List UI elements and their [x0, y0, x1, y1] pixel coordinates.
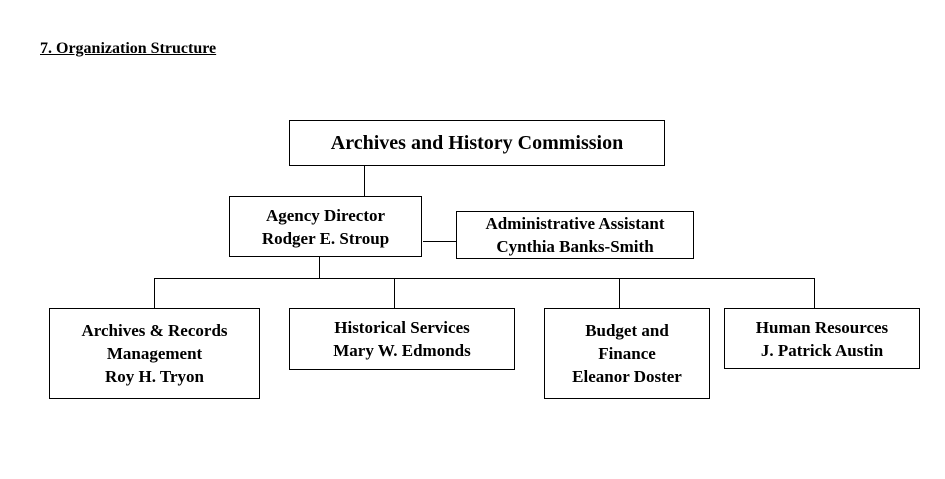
commission-box	[289, 120, 665, 166]
director-box	[229, 196, 422, 257]
division-head: Mary W. Edmonds	[333, 341, 471, 360]
division-box-budget	[544, 308, 710, 399]
division-box-hr	[724, 308, 920, 369]
division-head: J. Patrick Austin	[760, 340, 884, 360]
division-head: Eleanor Doster	[572, 367, 682, 386]
assistant-name: Cynthia Banks-Smith	[496, 237, 654, 256]
division-line: Management	[106, 344, 203, 363]
assistant-title: Administrative Assistant	[485, 214, 665, 233]
division-line: Budget and	[585, 321, 669, 340]
division-line: Archives & Records	[81, 321, 228, 340]
division-box-historical	[289, 308, 515, 370]
division-line: Historical Services	[334, 318, 470, 337]
section-heading: 7. Organization Structure	[40, 40, 217, 57]
commission-title: Archives and History Commission	[330, 131, 624, 154]
division-head: Roy H. Tryon	[104, 367, 205, 386]
director-title: Agency Director	[265, 205, 386, 225]
division-line: Human Resources	[755, 317, 889, 337]
assistant-box	[456, 211, 694, 259]
division-line: Finance	[598, 344, 656, 363]
director-name: Rodger E. Stroup	[261, 228, 390, 248]
division-box-archives	[49, 308, 260, 399]
